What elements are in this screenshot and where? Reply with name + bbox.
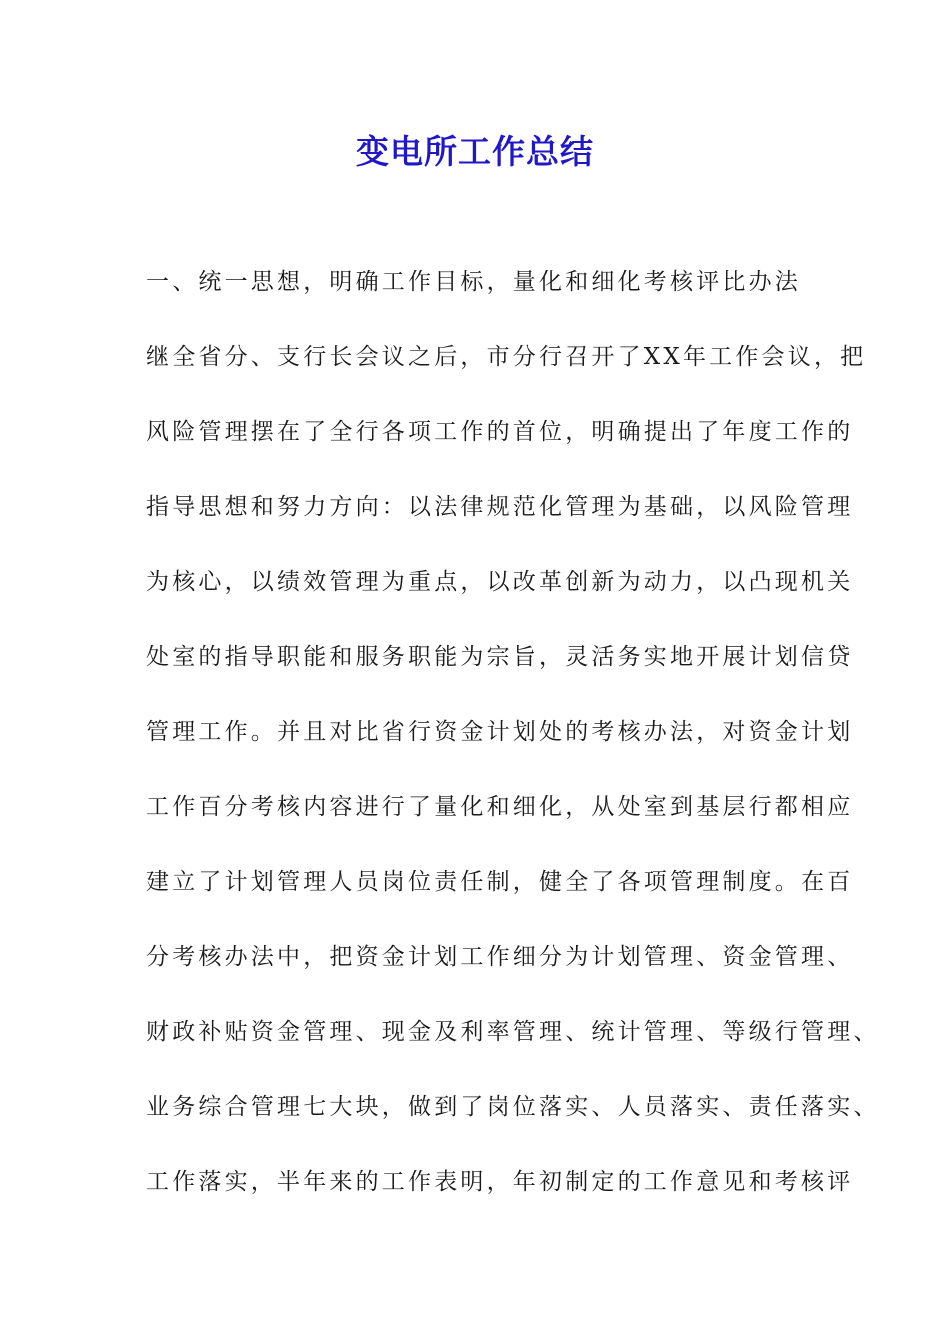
body-line: 业务综合管理七大块，做到了岗位落实、人员落实、责任落实、	[146, 1094, 880, 1120]
body-line: 分考核办法中，把资金计划工作细分为计划管理、资金管理、	[146, 944, 854, 970]
document-title: 变电所工作总结	[356, 132, 594, 171]
body-line: 财政补贴资金管理、现金及利率管理、统计管理、等级行管理、	[146, 1019, 880, 1045]
body-line: 处室的指导职能和服务职能为宗旨，灵活务实地开展计划信贷	[146, 644, 854, 670]
body-line: 风险管理摆在了全行各项工作的首位，明确提出了年度工作的	[146, 419, 854, 445]
body-line: 指导思想和努力方向：以法律规范化管理为基础，以风险管理	[146, 494, 854, 520]
body-line: 工作百分考核内容进行了量化和细化，从处室到基层行都相应	[146, 794, 854, 820]
body-line: 管理工作。并且对比省行资金计划处的考核办法，对资金计划	[146, 719, 854, 745]
body-line: 为核心，以绩效管理为重点，以改革创新为动力，以凸现机关	[146, 569, 854, 595]
body-line: 工作落实，半年来的工作表明，年初制定的工作意见和考核评	[146, 1169, 854, 1195]
body-line: 建立了计划管理人员岗位责任制，健全了各项管理制度。在百	[146, 869, 854, 895]
section-heading: 一、统一思想，明确工作目标，量化和细化考核评比办法	[146, 269, 801, 295]
body-line: 继全省分、支行长会议之后，市分行召开了XX年工作会议，把	[146, 344, 867, 370]
